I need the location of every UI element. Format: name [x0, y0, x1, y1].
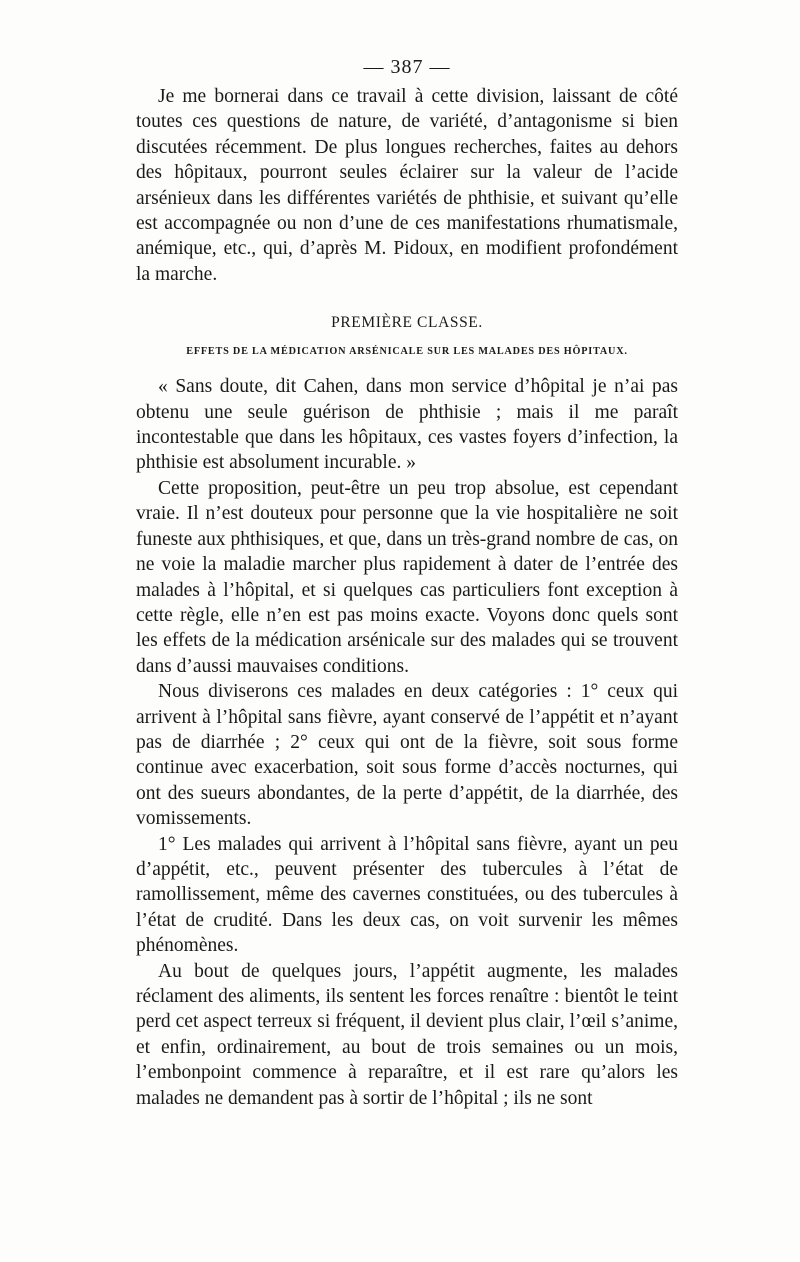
section-title: PREMIÈRE CLASSE. — [331, 314, 483, 332]
section-subtitle: EFFETS DE LA MÉDICATION ARSÉNICALE SUR LES MALADES DES HÔPITAUX. — [186, 346, 628, 358]
paragraph: Nous diviserons ces malades en deux catégories : 1° ceux qui arrivent à l’hôpital sans fièvre, ayant conservé de l’appétit et n’ayant pas de diarrhée ; 2° ceux qui ont de la fièvre, soit sous forme continue avec exacerbation, soit sous forme d’accès nocturnes, qui ont des sueurs abondantes, de la perte d’appétit, de la diarrhée, des vomissements. — [136, 681, 678, 830]
paragraph-intro: Je me bornerai dans ce travail à cette division, laissant de côté toutes ces questions de nature, de variété, d’antagonisme si bien discutées récemment. De plus longues recherches, faites au dehors des hôpitaux, pourront seules éclairer sur la valeur de l’acide arsénieux dans les différentes variétés de phthisie, et suivant qu’elle est accompagnée ou non d’une de ces manifestations rhumatismale, anémique, etc., qui, d’après M. Pidoux, en modifient profondément la marche. — [136, 86, 678, 285]
paragraph-quote: « Sans doute, dit Cahen, dans mon service d’hôpital je n’ai pas obtenu une seule guérison de phthisie ; mais il me paraît incontestable que dans les hôpitaux, ces vastes foyers d’infection, la phthisie est absolument incurable. » — [136, 376, 678, 474]
text-block — [136, 54, 678, 1111]
paragraph: Cette proposition, peut-être un peu trop absolue, est cependant vraie. Il n’est douteux pour personne que la vie hospitalière ne soit funeste aux phthisiques, et que, dans un très-grand nombre de cas, on ne voie la maladie marcher plus rapidement à dater de l’entrée des malades à l’hôpital, et si quelques cas particuliers font exception à cette règle, elle n’en est pas moins exacte. Voyons donc quels sont les effets de la médication arsénicale sur des malades qui se trouvent dans d’aussi mauvaises conditions. — [136, 477, 678, 677]
paragraph: 1° Les malades qui arrivent à l’hôpital sans fièvre, ayant un peu d’appétit, etc., peuvent présenter des tubercules à l’état de ramollissement, même des cavernes constituées, ou des tubercules à l’état de crudité. Dans les deux cas, on voit survenir les mêmes phénomènes. — [136, 833, 678, 957]
page-number: — 387 — — [363, 56, 451, 78]
paragraph: Au bout de quelques jours, l’appétit augmente, les malades réclament des aliments, ils sentent les forces renaître : bientôt le teint perd cet aspect terreux si fréquent, il devient plus clair, l’œil s’anime, et enfin, ordinairement, au bout de trois semaines ou un mois, l’embonpoint commence à reparaître, et il est rare qu’alors les malades ne demandent pas à sortir de l’hôpital ; ils ne sont — [136, 960, 678, 1109]
